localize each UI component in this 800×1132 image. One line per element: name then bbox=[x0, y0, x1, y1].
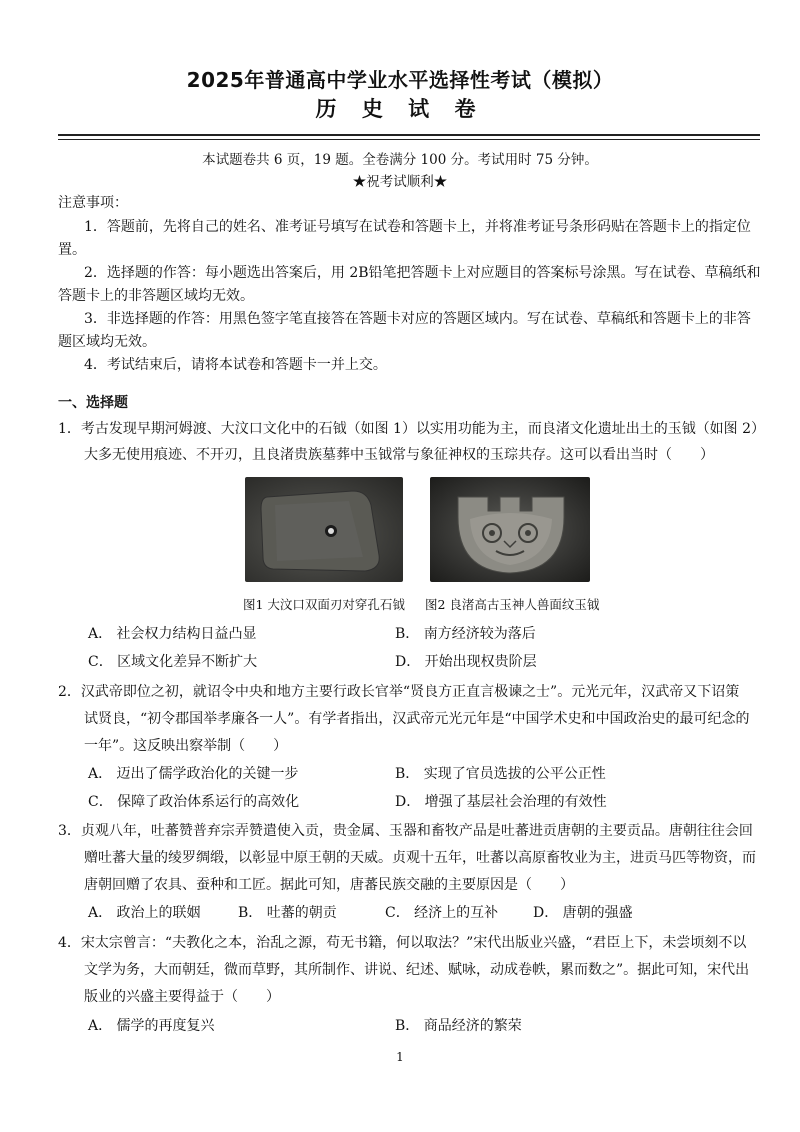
question-3-option-a: A． 政治上的联姻 bbox=[88, 905, 201, 921]
question-2-line: 2．汉武帝即位之初，就诏令中央和地方主要行政长官举“贤良方正直言极谏之士”。元光元年，汉武帝又下诏策 bbox=[58, 684, 740, 700]
question-4-line: 文学为务，大而朝廷，微而草野，其所制作、讲说、纪述、赋咏，动成卷帙，累而数之”。据此可知，宋代出 bbox=[84, 962, 750, 978]
notice-line: 2．选择题的作答：每小题选出答案后，用 2B铅笔把答题卡上对应题目的答案标号涂黑。写在试卷、草稿纸和 bbox=[84, 265, 761, 281]
notice-line: 答题卡上的非答题区域均无效。 bbox=[58, 288, 254, 304]
question-3-line: 唐朝回赠了农具、蚕种和工匠。据此可知，唐蕃民族交融的主要原因是（ ） bbox=[84, 877, 574, 893]
notice-line: 1．答题前，先将自己的姓名、准考证号填写在试卷和答题卡上，并将准考证号条形码贴在答题卡上的指定位 bbox=[84, 219, 751, 235]
question-2-option-b: B． 实现了官员选拔的公平公正性 bbox=[395, 766, 606, 782]
figure-1-caption: 图1 大汶口双面刃对穿孔石钺 bbox=[243, 597, 405, 612]
question-1-line: 大多无使用痕迹、不开刃，且良渚贵族墓葬中玉钺常与象征神权的玉琮共存。这可以看出当时（ ） bbox=[84, 447, 714, 463]
figure-1-stone-axe-photo bbox=[245, 477, 403, 582]
page-number: 1 bbox=[396, 1050, 404, 1064]
exam-summary: 本试题卷共 6 页，19 题。全卷满分 100 分。考试用时 75 分钟。 bbox=[202, 152, 598, 168]
question-1-option-b: B． 南方经济较为落后 bbox=[395, 626, 536, 642]
notice-line: 3．非选择题的作答：用黑色签字笔直接答在答题卡对应的答题区域内。写在试卷、草稿纸和答题卡上的非答 bbox=[84, 311, 751, 327]
question-2-line: 一年”。这反映出察举制（ ） bbox=[84, 738, 288, 754]
question-3-line: 赠吐蕃大量的绫罗绸缎，以彰显中原王朝的天威。贞观十五年，吐蕃以高原畜牧业为主，进贡马匹等物资，而 bbox=[84, 850, 756, 866]
figure-2-jade-axe-photo bbox=[430, 477, 590, 582]
question-4-option-a: A． 儒学的再度复兴 bbox=[88, 1018, 215, 1034]
question-3-option-d: D． 唐朝的强盛 bbox=[533, 905, 633, 921]
notice-line: 题区域均无效。 bbox=[58, 334, 156, 350]
question-3-option-c: C． 经济上的互补 bbox=[385, 905, 499, 921]
exam-title: 2025年普通高中学业水平选择性考试（模拟） bbox=[186, 68, 614, 92]
question-1-option-d: D． 开始出现权贵阶层 bbox=[395, 654, 537, 670]
notice-line: 置。 bbox=[58, 242, 86, 258]
question-2-option-d: D． 增强了基层社会治理的有效性 bbox=[395, 794, 607, 810]
question-4-line: 4．宋太宗曾言：“夫教化之本，治乱之源，苟无书籍，何以取法？”宋代出版业兴盛，“君臣上下，未尝顷刻不以 bbox=[58, 935, 747, 951]
question-3-line: 3．贞观八年，吐蕃赞普弃宗弄赞遣使入贡，贵金属、玉器和畜牧产品是吐蕃进贡唐朝的主要贡品。唐朝往往会回 bbox=[58, 823, 753, 839]
question-2-option-c: C． 保障了政治体系运行的高效化 bbox=[88, 794, 300, 810]
figure-2-caption: 图2 良渚高古玉神人兽面纹玉钺 bbox=[425, 597, 600, 612]
question-1-option-a: A． 社会权力结构日益凸显 bbox=[88, 626, 257, 642]
question-1-line: 1．考古发现早期河姆渡、大汶口文化中的石钺（如图 1）以实用功能为主，而良渚文化遗址出土的玉钺（如图 2） bbox=[58, 421, 765, 437]
question-1-option-c: C． 区域文化差异不断扩大 bbox=[88, 654, 258, 670]
exam-subtitle: 历 史 试 卷 bbox=[315, 97, 485, 121]
question-4-line: 版业的兴盛主要得益于（ ） bbox=[84, 989, 280, 1005]
notice-line: 4．考试结束后，请将本试卷和答题卡一并上交。 bbox=[84, 357, 387, 373]
question-2-option-a: A． 迈出了儒学政治化的关键一步 bbox=[88, 766, 299, 782]
header-rule-thin bbox=[58, 139, 760, 140]
notice-heading: 注意事项： bbox=[58, 195, 128, 211]
question-4-option-b: B． 商品经济的繁荣 bbox=[395, 1018, 522, 1034]
exam-wish: ★祝考试顺利★ bbox=[352, 174, 448, 190]
question-3-option-b: B． 吐蕃的朝贡 bbox=[238, 905, 337, 921]
question-2-line: 试贤良，“初令郡国举孝廉各一人”。有学者指出，汉武帝元光元年是“中国学术史和中国政治史的最可纪念的 bbox=[84, 711, 750, 727]
header-rule-thick bbox=[58, 134, 760, 136]
section-heading-choice: 一、选择题 bbox=[58, 395, 128, 411]
